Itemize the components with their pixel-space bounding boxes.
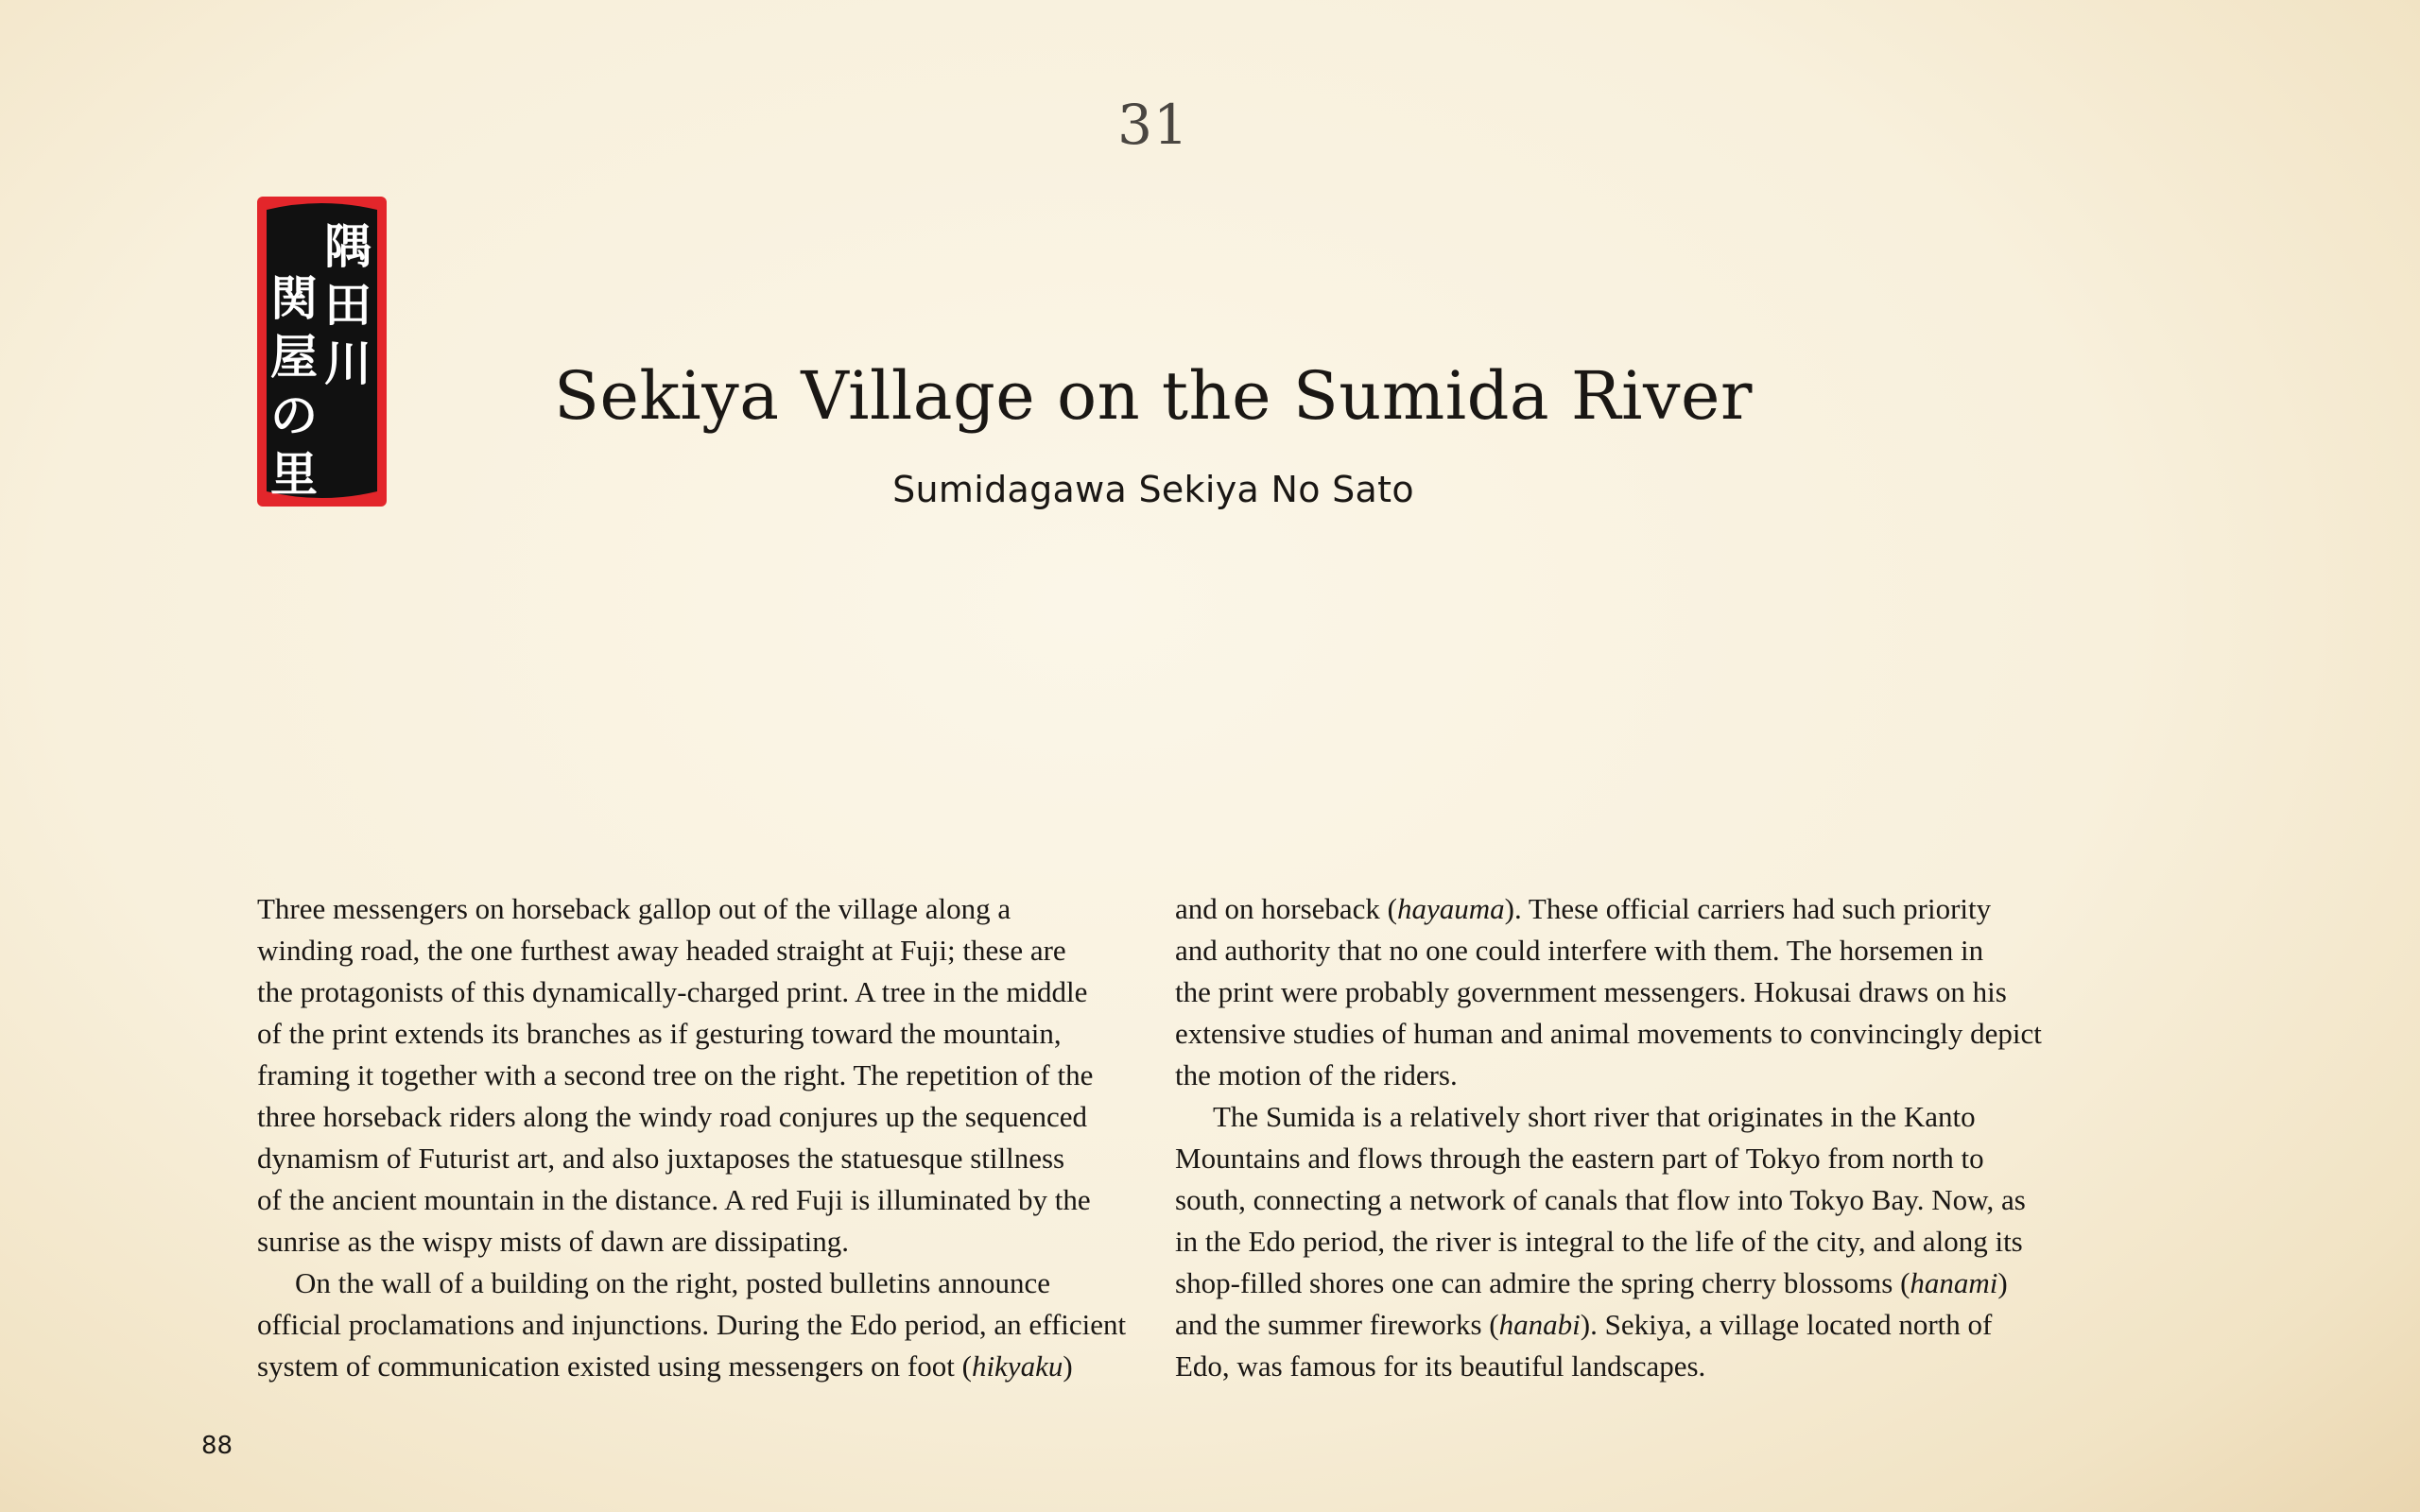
text-line: sunrise as the wispy mists of dawn are dissipating. (257, 1225, 849, 1258)
text-run: system of communication existed using messengers on foot ( (257, 1349, 972, 1383)
text-line: winding road, the one furthest away headed straight at Fuji; these are (257, 934, 1066, 967)
print-subtitle: Sumidagawa Sekiya No Sato (892, 469, 1414, 510)
paragraph (1175, 888, 2054, 1096)
paragraph (257, 1263, 1136, 1387)
text-column-left (257, 888, 1136, 1387)
seal-kanji-left-4: 里 (270, 447, 318, 502)
paragraph (257, 888, 1136, 1263)
seal-graphic (257, 197, 387, 507)
text-run: ) (1063, 1349, 1073, 1383)
print-title: Sekiya Village on the Sumida River (554, 357, 1753, 435)
text-line: framing it together with a second tree on the right. The repetition of the (257, 1058, 1094, 1091)
text-line: dynamism of Futurist art, and also juxtaposes the statuesque stillness (257, 1142, 1065, 1175)
seal-kanji-left-3: の (270, 388, 318, 443)
text-line (257, 1346, 1136, 1387)
text-run: shop-filled shores one can admire the spring cherry blossoms ( (1175, 1266, 1910, 1299)
text-line (1175, 888, 2054, 930)
italic-term: hayauma (1397, 892, 1505, 925)
text-line: The Sumida is a relatively short river that originates in the Kanto (1213, 1100, 1976, 1133)
title-seal (257, 197, 387, 507)
text-line: south, connecting a network of canals that flow into Tokyo Bay. Now, as (1175, 1183, 2026, 1216)
text-run: and the summer fireworks ( (1175, 1308, 1499, 1341)
seal-kanji-left-2: 屋 (270, 330, 318, 385)
seal-kanji-right-2: 田 (324, 278, 372, 333)
text-line: Edo, was famous for its beautiful landscapes. (1175, 1349, 1706, 1383)
text-line: Three messengers on horseback gallop out of the village along a (257, 892, 1011, 925)
italic-term: hanabi (1498, 1308, 1581, 1341)
seal-kanji-right-1: 隅 (324, 219, 372, 274)
text-column-right (1175, 888, 2054, 1387)
text-line (1175, 1304, 2054, 1346)
text-line: in the Edo period, the river is integral to the life of the city, and along its (1175, 1225, 2023, 1258)
text-run: ) (1997, 1266, 2008, 1299)
italic-term: hanami (1910, 1266, 1998, 1299)
italic-term: hikyaku (971, 1349, 1063, 1383)
text-run: and on horseback ( (1175, 892, 1397, 925)
text-line: of the print extends its branches as if gesturing toward the mountain, (257, 1017, 1062, 1050)
text-line: official proclamations and injunctions. During the Edo period, an efficient (257, 1308, 1127, 1341)
text-line (1175, 1263, 2054, 1304)
text-line: and authority that no one could interfere with them. The horsemen in (1175, 934, 1984, 967)
text-line: of the ancient mountain in the distance. A red Fuji is illuminated by the (257, 1183, 1091, 1216)
text-line: the print were probably government messengers. Hokusai draws on his (1175, 975, 2007, 1008)
text-line: the motion of the riders. (1175, 1058, 1458, 1091)
text-line: the protagonists of this dynamically-charged print. A tree in the middle (257, 975, 1088, 1008)
paragraph (1175, 1096, 2054, 1387)
text-line: Mountains and flows through the eastern part of Tokyo from north to (1175, 1142, 1984, 1175)
seal-kanji-left-1: 関 (270, 271, 318, 326)
seal-kanji-right-3: 川 (324, 336, 372, 391)
text-line: On the wall of a building on the right, posted bulletins announce (295, 1266, 1050, 1299)
text-run: ). Sekiya, a village located north of (1580, 1308, 1993, 1341)
page-number: 88 (201, 1432, 233, 1460)
text-line: extensive studies of human and animal movements to convincingly depict (1175, 1017, 2042, 1050)
text-run: ). These official carriers had such priority (1504, 892, 1992, 925)
text-line: three horseback riders along the windy road conjures up the sequenced (257, 1100, 1088, 1133)
plate-number: 31 (1117, 93, 1189, 157)
